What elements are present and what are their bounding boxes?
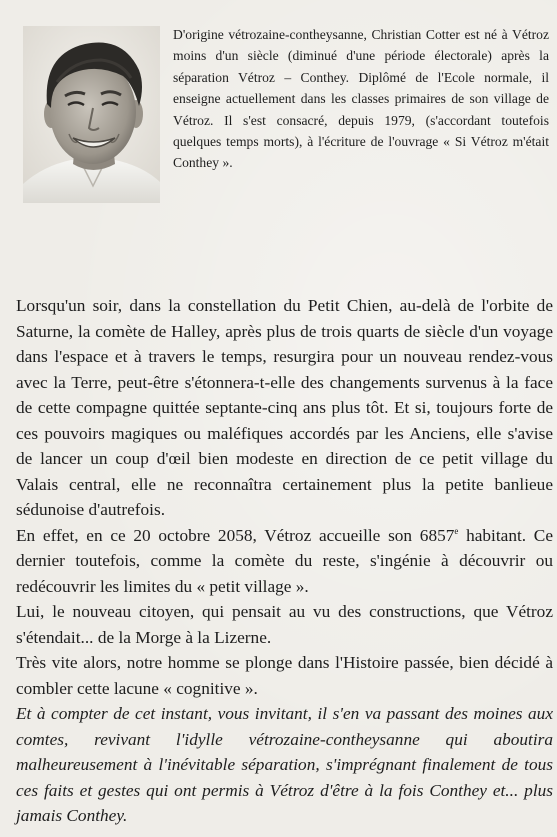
story-paragraph: Lui, le nouveau citoyen, qui pensait au vu des constructions, que Vétroz s'étendait... de la Morge à la Lizerne. [16, 602, 553, 647]
ordinal-superscript: e [454, 525, 459, 536]
story-text [16, 293, 553, 829]
author-biography: D'origine vétrozaine-contheysanne, Christian Cotter est né à Vétroz moins d'un siècle (diminué d'une période électorale) après la séparation Vétroz – Conthey. Diplômé de l'Ecole normale, il enseigne actuellement dans les classes primaires de son village de Vétroz. Il s'est consacré, depuis 1979, (s'accordant toutefois quelques temps morts), à l'écriture de l'ouvrage « Si Vétroz m'était Conthey ». [173, 27, 549, 171]
story-paragraph-text: habitant. Ce dernier toutefois, comme la comète du reste, s'ingénie à découvrir ou redécouvrir les limites du « petit village ». [16, 525, 553, 596]
author-portrait-image [23, 26, 160, 203]
story-paragraph-italic: Et à compter de cet instant, vous invitant, il s'en va passant des moines aux comtes, revivant l'idylle vétrozaine-contheysanne qui aboutira malheureusement à l'inévitable séparation, s'imprégnant finalement de tous ces faits et gestes qui ont permis à Vétroz d'être à la fois Conthey et... plus jamais Conthey. [16, 704, 553, 825]
story-paragraph: Très vite alors, notre homme se plonge dans l'Histoire passée, bien décidé à combler cette lacune « cognitive ». [16, 653, 553, 698]
story-paragraph-text: En effet, en ce 20 octobre 2058, Vétroz accueille son 6857 [16, 525, 455, 545]
story-paragraph: Lorsqu'un soir, dans la constellation du Petit Chien, au-delà de l'orbite de Saturne, la comète de Halley, après plus de trois quarts de siècle d'un voyage dans l'espace et à travers le temps, resurgira pour un nouveau rendez-vous avec la Terre, peut-être s'étonnera-t-elle des changements survenus à la face de cette compagne quittée septante-cinq ans plus tôt. Et si, toujours forte de ces pouvoirs magiques ou maléfiques accordés par les Anciens, elle s'avise de lancer un coup d'œil bien modeste en direction de ce petit village du Valais central, elle ne reconnaîtra certainement plus la petite banlieue sédunoise d'autrefois. [16, 296, 553, 519]
author-photo [23, 26, 160, 203]
story-paragraph [16, 523, 553, 600]
